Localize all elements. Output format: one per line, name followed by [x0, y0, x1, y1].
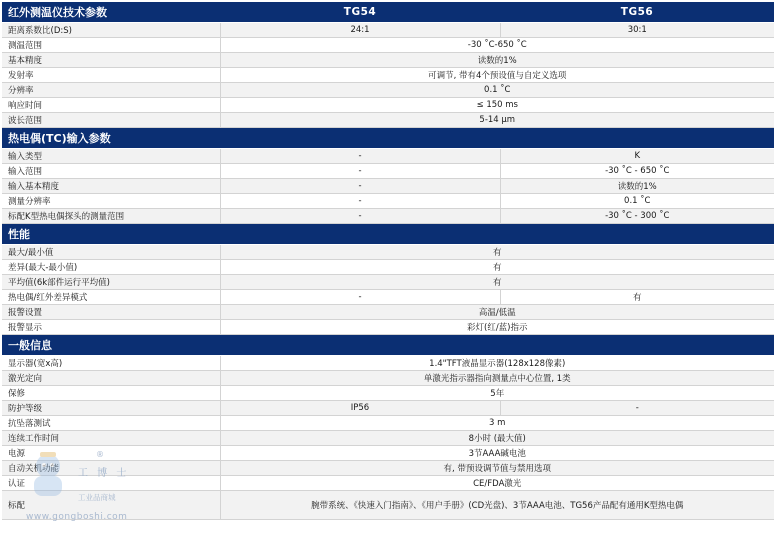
- row-value: 24:1: [220, 23, 500, 38]
- row-label: 距离系数比(D:S): [2, 23, 220, 38]
- table-row: [2, 23, 774, 38]
- row-label: 标配: [2, 491, 220, 520]
- row-value: 有: [220, 260, 774, 275]
- row-label: 输入基本精度: [2, 179, 220, 194]
- row-value: -: [220, 290, 500, 305]
- row-label: 报警设置: [2, 305, 220, 320]
- table-row: [2, 275, 774, 290]
- table-row: [2, 98, 774, 113]
- table-row: [2, 386, 774, 401]
- row-label: 平均值(6k部件运行平均值): [2, 275, 220, 290]
- table-row: [2, 38, 774, 53]
- table-row: [2, 149, 774, 164]
- row-value: 3节AAA碱电池: [220, 446, 774, 461]
- row-value: 8小时 (最大值): [220, 431, 774, 446]
- row-value: 彩灯(红/蓝)指示: [220, 320, 774, 335]
- table-row: [2, 416, 774, 431]
- row-value: -: [220, 149, 500, 164]
- table-row: [2, 164, 774, 179]
- row-label: 基本精度: [2, 53, 220, 68]
- row-value: 0.1 ˚C: [500, 194, 774, 209]
- row-label: 激光定向: [2, 371, 220, 386]
- section-header: [2, 128, 774, 149]
- section-header: [2, 224, 774, 245]
- table-row: [2, 356, 774, 371]
- row-value: K: [500, 149, 774, 164]
- row-label: 显示器(宽x高): [2, 356, 220, 371]
- table-row: [2, 320, 774, 335]
- section-header: [2, 335, 774, 356]
- table-row: [2, 431, 774, 446]
- spec-table: [2, 2, 774, 520]
- row-value: -: [220, 194, 500, 209]
- row-label: 差异(最大-最小值): [2, 260, 220, 275]
- spec-table-body: [2, 2, 774, 520]
- row-label: 发射率: [2, 68, 220, 83]
- row-label: 波长范围: [2, 113, 220, 128]
- table-row: [2, 194, 774, 209]
- row-label: 测量分辨率: [2, 194, 220, 209]
- row-value: 单激光指示器指向测量点中心位置, 1类: [220, 371, 774, 386]
- model-header: TG54: [220, 2, 500, 23]
- table-row: [2, 491, 774, 520]
- table-row: [2, 401, 774, 416]
- section-title: 性能: [2, 224, 220, 245]
- row-label: 连续工作时间: [2, 431, 220, 446]
- row-label: 标配K型热电偶探头的测量范围: [2, 209, 220, 224]
- row-label: 热电偶/红外差异模式: [2, 290, 220, 305]
- row-label: 分辨率: [2, 83, 220, 98]
- row-value: -: [500, 401, 774, 416]
- row-label: 自动关机功能: [2, 461, 220, 476]
- row-label: 保修: [2, 386, 220, 401]
- model-header: TG56: [500, 2, 774, 23]
- table-row: [2, 260, 774, 275]
- section-title: 红外测温仪技术参数: [2, 2, 220, 23]
- table-row: [2, 305, 774, 320]
- row-value: -30 ˚C - 300 ˚C: [500, 209, 774, 224]
- table-row: [2, 68, 774, 83]
- row-label: 抗坠落测试: [2, 416, 220, 431]
- row-value: 0.1 ˚C: [220, 83, 774, 98]
- row-value: 读数的1%: [500, 179, 774, 194]
- row-value: 3 m: [220, 416, 774, 431]
- section-title: 一般信息: [2, 335, 220, 356]
- row-value: 有: [220, 275, 774, 290]
- table-row: [2, 446, 774, 461]
- row-value: ≤ 150 ms: [220, 98, 774, 113]
- table-row: [2, 83, 774, 98]
- table-row: [2, 53, 774, 68]
- row-value: 腕带系统、《快速入门指南》、《用户手册》(CD光盘)、3节AAA电池、TG56产品配有通用K型热电偶: [220, 491, 774, 520]
- row-label: 最大/最小值: [2, 245, 220, 260]
- row-label: 响应时间: [2, 98, 220, 113]
- table-row: [2, 461, 774, 476]
- registered-mark: ®: [96, 450, 104, 459]
- table-row: [2, 476, 774, 491]
- row-value: -30 ˚C-650 ˚C: [220, 38, 774, 53]
- section-filler: [220, 224, 774, 245]
- row-label: 测温范围: [2, 38, 220, 53]
- row-label: 电源: [2, 446, 220, 461]
- row-value: 1.4"TFT液晶显示器(128x128像素): [220, 356, 774, 371]
- watermark-url: www.gongboshi.com: [26, 512, 128, 522]
- row-label: 报警显示: [2, 320, 220, 335]
- table-row: [2, 113, 774, 128]
- row-value: 有, 带预设调节值与禁用选项: [220, 461, 774, 476]
- row-label: 防护等级: [2, 401, 220, 416]
- section-title: 热电偶(TC)输入参数: [2, 128, 220, 149]
- row-value: 读数的1%: [220, 53, 774, 68]
- row-value: 高温/低温: [220, 305, 774, 320]
- row-value: 5年: [220, 386, 774, 401]
- row-value: CE/FDA激光: [220, 476, 774, 491]
- section-filler: [220, 335, 774, 356]
- row-value: -: [220, 179, 500, 194]
- row-label: 认证: [2, 476, 220, 491]
- row-label: 输入范围: [2, 164, 220, 179]
- row-value: 可调节, 带有4个预设值与自定义选项: [220, 68, 774, 83]
- row-value: 有: [500, 290, 774, 305]
- table-row: [2, 290, 774, 305]
- table-row: [2, 179, 774, 194]
- table-row: [2, 245, 774, 260]
- row-value: -: [220, 164, 500, 179]
- section-header: [2, 2, 774, 23]
- watermark-brand: 工 博 士: [78, 468, 130, 479]
- row-value: IP56: [220, 401, 500, 416]
- watermark-sub: 工业品商城: [78, 493, 116, 502]
- row-value: 30:1: [500, 23, 774, 38]
- row-value: -30 ˚C - 650 ˚C: [500, 164, 774, 179]
- row-value: -: [220, 209, 500, 224]
- row-value: 5-14 µm: [220, 113, 774, 128]
- section-filler: [220, 128, 774, 149]
- row-value: 有: [220, 245, 774, 260]
- row-label: 输入类型: [2, 149, 220, 164]
- table-row: [2, 209, 774, 224]
- table-row: [2, 371, 774, 386]
